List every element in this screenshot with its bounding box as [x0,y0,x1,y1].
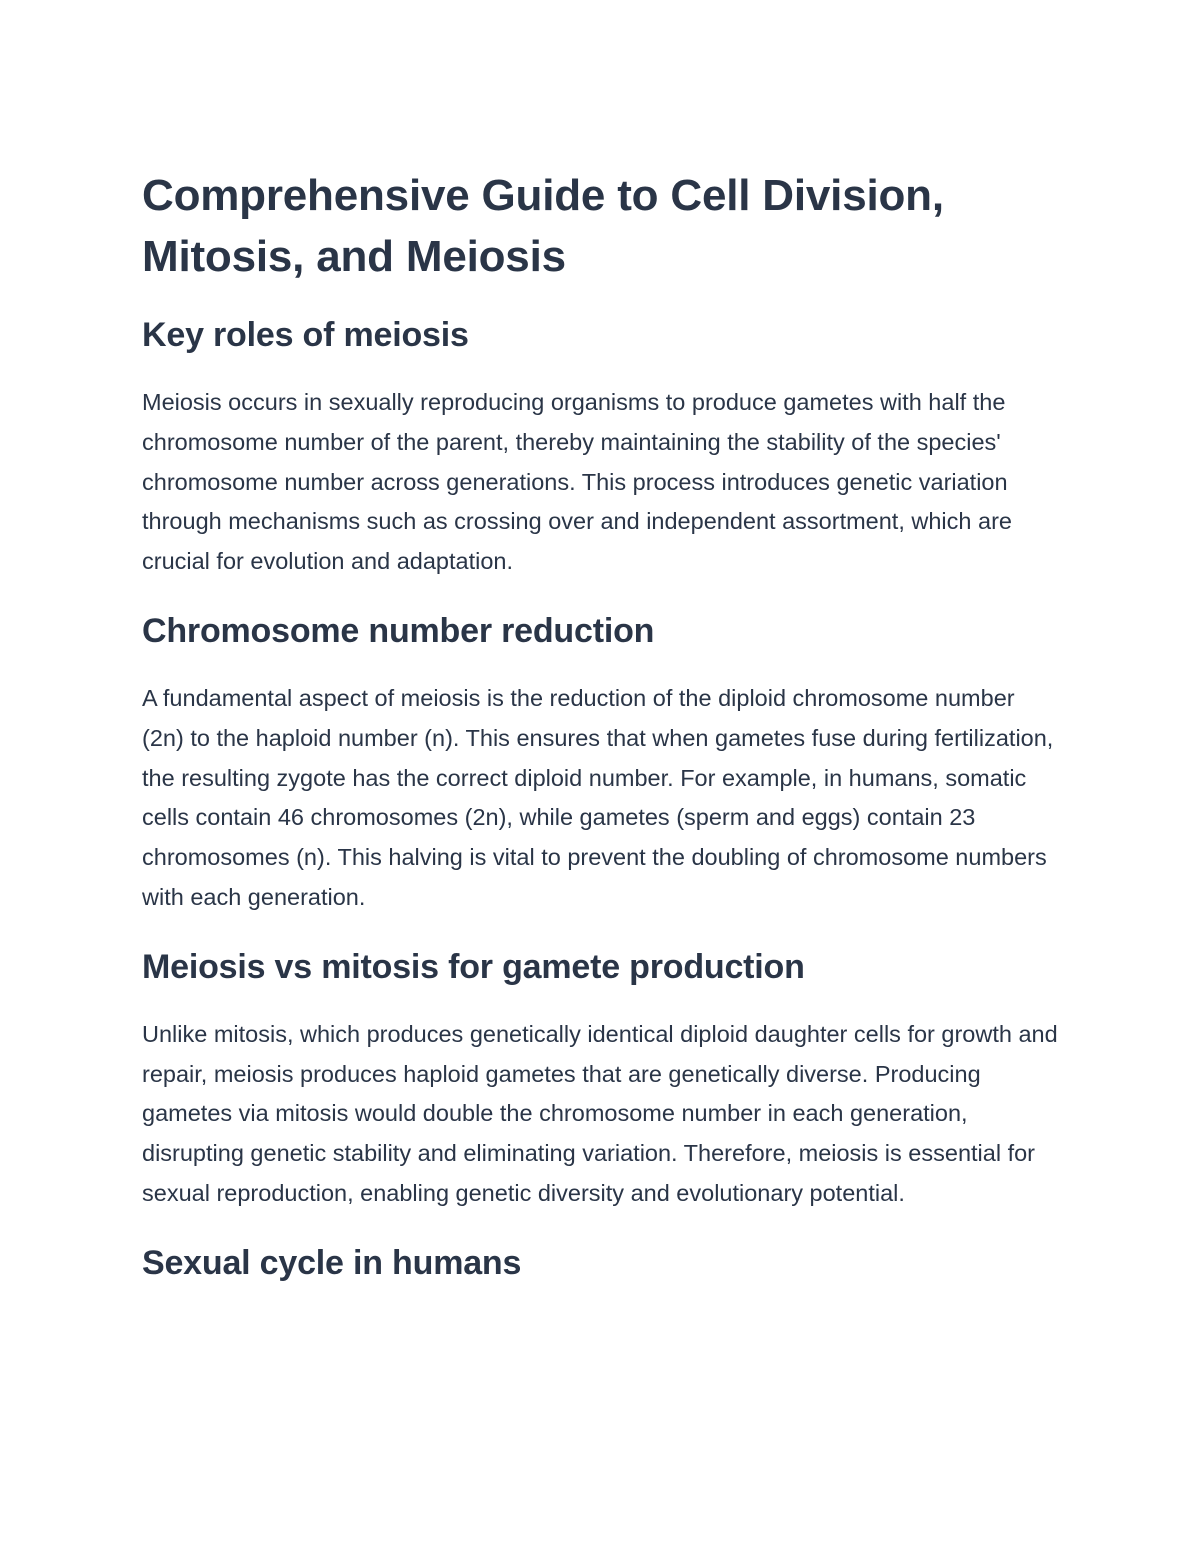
section-body-meiosis-vs-mitosis: Unlike mitosis, which produces genetically identical diploid daughter cells for growth and repair, meiosis produces haploid gametes that are genetically diverse. Producing gametes via mitosis would double the chromosome number in each generation, disrupting genetic stability and eliminating variation. Therefore, meiosis is essential for sexual reproduction, enabling genetic diversity and evolutionary potential. [142,1020,1058,1206]
document-title: Comprehensive Guide to Cell Division, Mitosis, and Meiosis [142,171,944,281]
section-heading-chromosome-number-reduction: Chromosome number reduction [142,611,655,650]
section-body-key-roles-of-meiosis: Meiosis occurs in sexually reproducing organisms to produce gametes with half the chromosome number of the parent, thereby maintaining the stability of the species' chromosome number across generations. This process introduces genetic variation through mechanisms such as crossing over and independent assortment, which are crucial for evolution and adaptation. [142,389,1012,575]
section-body-chromosome-number-reduction: A fundamental aspect of meiosis is the reduction of the diploid chromosome number (2n) to the haploid number (n). This ensures that when gametes fuse during fertilization, the resulting zygote has the correct diploid number. For example, in humans, somatic cells contain 46 chromosomes (2n), while gametes (sperm and eggs) contain 23 chromosomes (n). This halving is vital to prevent the doubling of chromosome numbers with each generation. [142,684,1054,910]
section-heading-key-roles-of-meiosis: Key roles of meiosis [142,316,469,354]
section-heading-sexual-cycle-in-humans: Sexual cycle in humans [142,1243,522,1282]
document-page [142,165,1062,1311]
section-heading-meiosis-vs-mitosis: Meiosis vs mitosis for gamete production [142,947,805,986]
